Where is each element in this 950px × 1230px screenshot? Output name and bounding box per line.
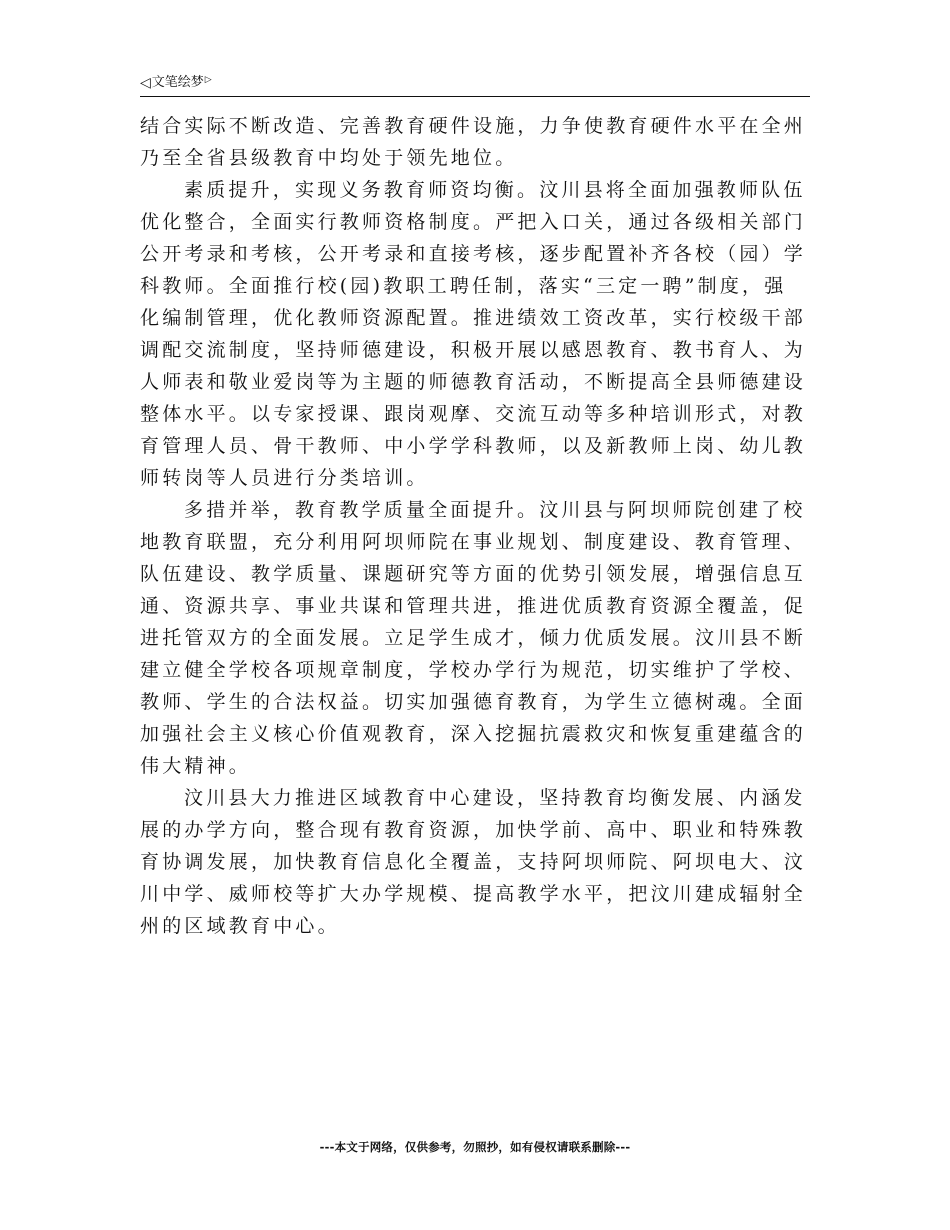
- text-line: 通、资源共享、事业共谋和管理共进，推进优质教育资源全覆盖，促: [140, 595, 807, 617]
- header-label: [140, 74, 212, 92]
- text-line: 优化整合，全面实行教师资格制度。严把入口关，通过各级相关部门: [140, 211, 807, 233]
- text-line: 地教育联盟，充分利用阿坝师院在事业规划、制度建设、教育管理、: [140, 531, 807, 553]
- text-line: 川中学、威师校等扩大办学规模、提高教学水平，把汶川建成辐射全: [140, 883, 807, 905]
- paragraph: [140, 174, 810, 494]
- text-line: 科教师。全面推行校(园)教职工聘任制，落实“三定一聘”制度，强: [140, 275, 787, 297]
- triangle-left-icon: ◁: [140, 75, 151, 91]
- text-line: 整体水平。以专家授课、跟岗观摩、交流互动等多种培训形式，对教: [140, 403, 807, 425]
- text-line: 进托管双方的全面发展。立足学生成才，倾力优质发展。汶川县不断: [140, 627, 807, 649]
- text-line: 伟大精神。: [140, 755, 252, 777]
- text-line: 师转岗等人员进行分类培训。: [140, 467, 429, 489]
- text-line: 育协调发展，加快教育信息化全覆盖，支持阿坝师院、阿坝电大、汶: [140, 851, 807, 873]
- text-line: 队伍建设、教学质量、课题研究等方面的优势引领发展，增强信息互: [140, 563, 807, 585]
- text-line: 素质提升，实现义务教育师资均衡。汶川县将全面加强教师队伍: [184, 179, 806, 201]
- text-line: 调配交流制度，坚持师德建设，积极开展以感恩教育、教书育人、为: [140, 339, 807, 361]
- text-line: 乃至全省县级教育中均处于领先地位。: [140, 147, 518, 169]
- triangle-right-icon: ▷: [204, 75, 212, 85]
- page-header: [140, 74, 810, 97]
- text-line: 育管理人员、骨干教师、中小学学科教师，以及新教师上岗、幼儿教: [140, 435, 807, 457]
- text-line: 加强社会主义核心价值观教育，深入挖掘抗震救灾和恢复重建蕴含的: [140, 723, 807, 745]
- document-body: [140, 110, 810, 942]
- text-line: 公开考录和考核，公开考录和直接考核，逐步配置补齐各校（园）学: [140, 243, 807, 265]
- text-line: 州的区域教育中心。: [140, 915, 340, 937]
- paragraph: [140, 110, 810, 174]
- text-line: 教师、学生的合法权益。切实加强德育教育，为学生立德树魂。全面: [140, 691, 807, 713]
- text-line: 结合实际不断改造、完善教育硬件设施，力争使教育硬件水平在全州: [140, 115, 807, 137]
- text-line: 化编制管理，优化教师资源配置。推进绩效工资改革，实行校级干部: [140, 307, 807, 329]
- header-title: 文笔绘梦: [151, 75, 204, 90]
- paragraph: [140, 494, 810, 782]
- page-footer: ---本文于网络，仅供参考，勿照抄，如有侵权请联系删除---: [319, 1140, 631, 1154]
- text-line: 人师表和敬业爱岗等为主题的师德教育活动，不断提高全县师德建设: [140, 371, 807, 393]
- text-line: 汶川县大力推进区域教育中心建设，坚持教育均衡发展、内涵发: [184, 787, 806, 809]
- text-line: 建立健全学校各项规章制度，学校办学行为规范，切实维护了学校、: [140, 659, 807, 681]
- text-line: 展的办学方向，整合现有教育资源，加快学前、高中、职业和特殊教: [140, 819, 807, 841]
- text-line: 多措并举，教育教学质量全面提升。汶川县与阿坝师院创建了校: [184, 499, 806, 521]
- paragraph: [140, 782, 810, 942]
